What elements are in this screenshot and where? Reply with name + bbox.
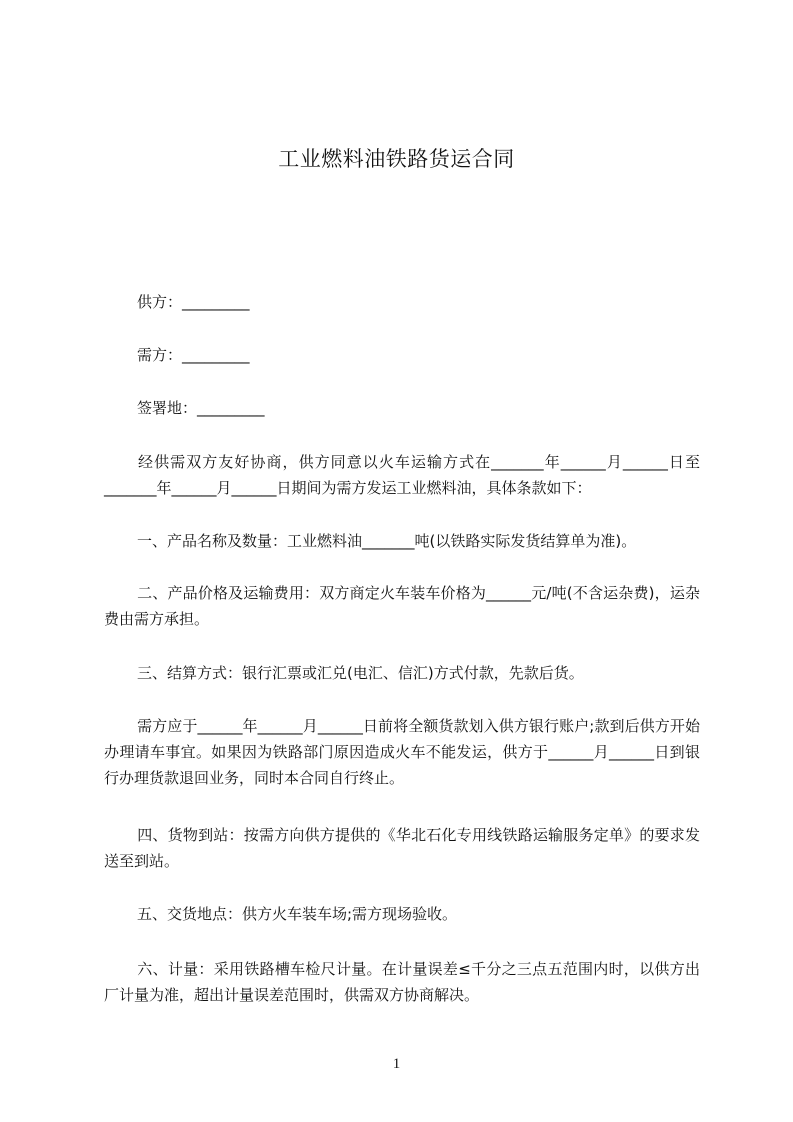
supplier-field: 供方：_________ [137,293,250,311]
signing-place-field: 签署地：_________ [137,399,265,417]
clause-1-text: 一、产品名称及数量：工业燃料油_______吨(以铁路实际发货结算单为准)。 [137,532,637,550]
clause-4-paragraph [104,822,700,874]
clause-2-text: 二、产品价格及运输费用：双方商定火车装车价格为______元/吨(不含运杂费)，运杂费由需方承担。 [104,584,700,628]
clause-4-text: 四、货物到站：按需方向供方提供的《华北石化专用线铁路运输服务定单》的要求发送至到站。 [104,826,700,870]
intro-paragraph [104,449,700,501]
clause-2-paragraph [104,580,700,632]
clause-1-paragraph [104,528,700,554]
clause-3-text: 三、结算方式：银行汇票或汇兑(电汇、信汇)方式付款，先款后货。 [137,664,584,682]
clause-6-paragraph [104,956,700,1008]
clause-5-text: 五、交货地点：供方火车装车场;需方现场验收。 [137,905,458,923]
page-number: 1 [392,1056,401,1072]
buyer-field: 需方：_________ [137,346,250,364]
clause-3-detail-text: 需方应于______年______月______日前将全额货款划入供方银行账户;款到后供方开始办理请车事宜。如果因为铁路部门原因造成火车不能发运，供方于______月______日到银行办理货款退回业务，同时本合同自行终止。 [104,717,700,787]
clause-5-paragraph [104,901,700,927]
clause-3-paragraph [104,660,700,686]
clause-3-detail-paragraph [104,713,700,791]
clause-6-text: 六、计量：采用铁路槽车检尺计量。在计量误差≤千分之三点五范围内时，以供方出厂计量为准，超出计量误差范围时，供需双方协商解决。 [104,960,700,1004]
intro-text: 经供需双方友好协商，供方同意以火车运输方式在_______年______月______日至_______年______月______日期间为需方发运工业燃料油，具体条款如下： [104,453,700,497]
document-title: 工业燃料油铁路货运合同 [278,147,515,171]
